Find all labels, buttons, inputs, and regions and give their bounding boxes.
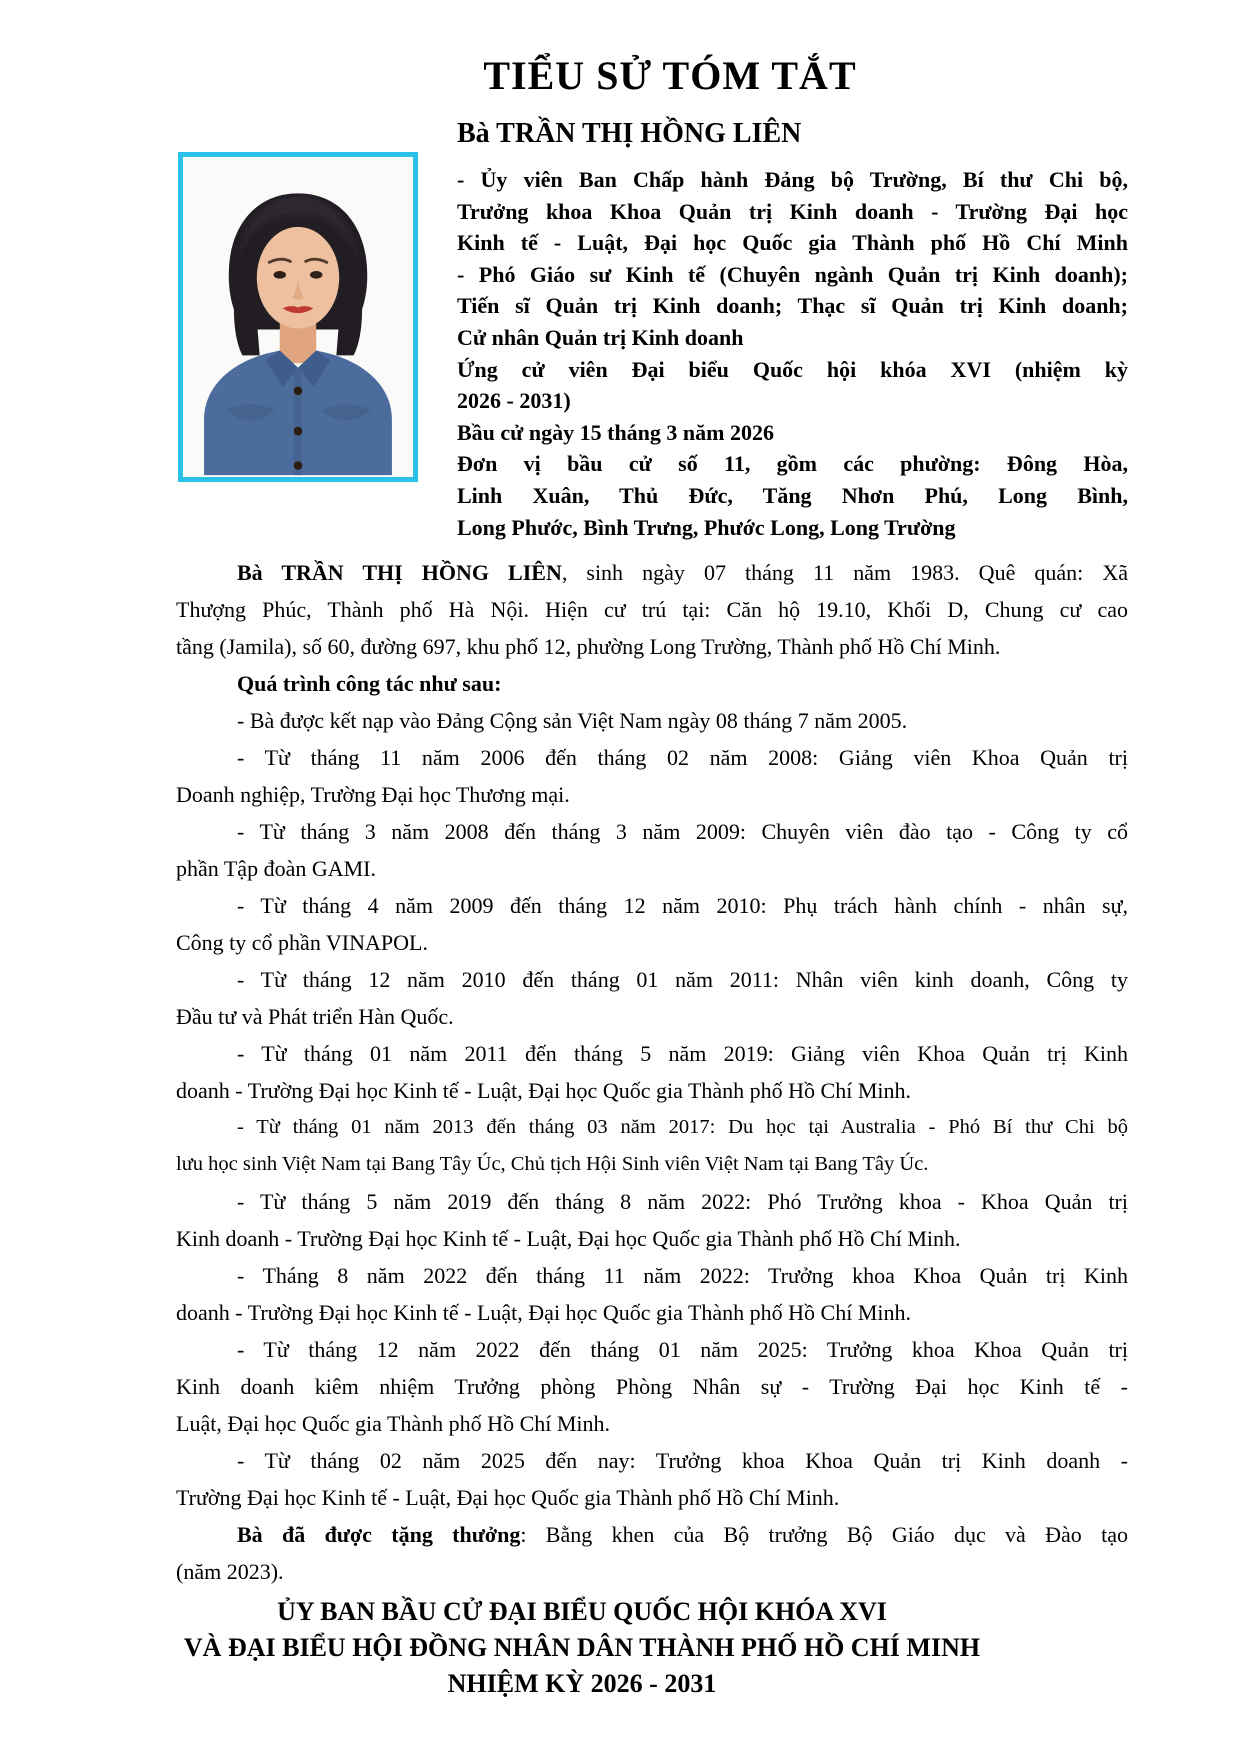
career-line: - Từ tháng 4 năm 2009 đến tháng 12 năm 2010: Phụ trách hành chính - nhân sự, <box>237 893 1128 918</box>
career-line: - Tháng 8 năm 2022 đến tháng 11 năm 2022: Trưởng khoa Khoa Quản trị Kinh <box>237 1263 1128 1288</box>
career-line: - Từ tháng 02 năm 2025 đến nay: Trưởng khoa Khoa Quản trị Kinh doanh - <box>237 1448 1128 1473</box>
career-line: doanh - Trường Đại học Kinh tế - Luật, Đại học Quốc gia Thành phố Hồ Chí Minh. <box>176 1300 912 1325</box>
career-heading: Quá trình công tác như sau: <box>237 671 502 696</box>
profile-line: Ứng cử viên Đại biểu Quốc hội khóa XVI (nhiệm kỳ <box>457 356 1128 382</box>
career-line: - Bà được kết nạp vào Đảng Cộng sản Việt Nam ngày 08 tháng 7 năm 2005. <box>237 708 908 733</box>
bio-intro-line: tầng (Jamila), số 60, đường 697, khu phố 12, phường Long Trường, Thành phố Hồ Chí Minh. <box>176 634 1001 659</box>
person-portrait-icon <box>183 157 413 477</box>
footer-line-2: VÀ ĐẠI BIỂU HỘI ĐỒNG NHÂN DÂN THÀNH PHỐ HỒ CHÍ MINH <box>183 1633 981 1662</box>
candidate-name: Bà TRẦN THỊ HỒNG LIÊN <box>457 118 802 149</box>
bio-intro-line <box>176 554 1128 591</box>
biography-body <box>176 554 1128 1590</box>
career-line: - Từ tháng 01 năm 2011 đến tháng 5 năm 2019: Giảng viên Khoa Quản trị Kinh <box>237 1041 1128 1066</box>
career-line: - Từ tháng 11 năm 2006 đến tháng 02 năm 2008: Giảng viên Khoa Quản trị <box>237 745 1128 770</box>
constituency-line: Linh Xuân, Thủ Đức, Tăng Nhơn Phú, Long Bình, <box>457 482 1128 508</box>
election-date-line: Bầu cử ngày 15 tháng 3 năm 2026 <box>457 419 774 445</box>
profile-line: - Phó Giáo sư Kinh tế (Chuyên ngành Quản trị Kinh doanh); <box>457 261 1128 287</box>
page-title: TIỂU SỬ TÓM TẮT <box>483 53 857 98</box>
career-line: - Từ tháng 5 năm 2019 đến tháng 8 năm 2022: Phó Trưởng khoa - Khoa Quản trị <box>237 1189 1128 1214</box>
profile-line: 2026 - 2031) <box>457 388 571 414</box>
constituency-line: Đơn vị bầu cử số 11, gồm các phường: Đông Hòa, <box>457 451 1128 477</box>
career-line: - Từ tháng 01 năm 2013 đến tháng 03 năm 2017: Du học tại Australia - Phó Bí thư Chi bộ <box>237 1116 1128 1138</box>
profile-line: Cử nhân Quản trị Kinh doanh <box>457 324 744 350</box>
bio-intro-text: , sinh ngày 07 tháng 11 năm 1983. Quê quán: Xã <box>561 560 1128 585</box>
award-line <box>176 1516 1128 1553</box>
career-line: phần Tập đoàn GAMI. <box>176 856 376 881</box>
career-line: lưu học sinh Việt Nam tại Bang Tây Úc, Chủ tịch Hội Sinh viên Việt Nam tại Bang Tây Úc. <box>176 1153 929 1175</box>
award-line: (năm 2023). <box>176 1559 284 1584</box>
award-text: : Bằng khen của Bộ trưởng Bộ Giáo dục và Đào tạo <box>520 1522 1128 1547</box>
career-line: Kinh doanh - Trường Đại học Kinh tế - Luật, Đại học Quốc gia Thành phố Hồ Chí Minh. <box>176 1226 961 1251</box>
constituency-line: Long Phước, Bình Trưng, Phước Long, Long Trường <box>457 514 956 540</box>
career-line: Đầu tư và Phát triển Hàn Quốc. <box>176 1004 454 1029</box>
profile-line: - Ủy viên Ban Chấp hành Đảng bộ Trường, Bí thư Chi bộ, <box>457 167 1128 192</box>
career-line: Công ty cổ phần VINAPOL. <box>176 930 428 955</box>
career-line: doanh - Trường Đại học Kinh tế - Luật, Đại học Quốc gia Thành phố Hồ Chí Minh. <box>176 1078 912 1103</box>
career-line: Kinh doanh kiêm nhiệm Trưởng phòng Phòng Nhân sự - Trường Đại học Kinh tế - <box>176 1374 1128 1399</box>
career-line: Trường Đại học Kinh tế - Luật, Đại học Quốc gia Thành phố Hồ Chí Minh. <box>176 1485 840 1510</box>
footer-line-3: NHIỆM KỲ 2026 - 2031 <box>447 1669 717 1698</box>
footer-line-1: ỦY BAN BẦU CỬ ĐẠI BIỂU QUỐC HỘI KHÓA XVI <box>277 1597 887 1626</box>
candidate-positions-block <box>457 164 1128 543</box>
career-line: - Từ tháng 12 năm 2010 đến tháng 01 năm 2011: Nhân viên kinh doanh, Công ty <box>237 967 1128 992</box>
career-line: - Từ tháng 12 năm 2022 đến tháng 01 năm 2025: Trưởng khoa Khoa Quản trị <box>237 1337 1128 1362</box>
election-committee-footer <box>106 1594 1058 1702</box>
profile-line: Trưởng khoa Khoa Quản trị Kinh doanh - Trường Đại học <box>457 198 1128 224</box>
bio-intro-line: Thượng Phúc, Thành phố Hà Nội. Hiện cư trú tại: Căn hộ 19.10, Khối D, Chung cư cao <box>176 597 1128 622</box>
career-line: - Từ tháng 3 năm 2008 đến tháng 3 năm 2009: Chuyên viên đào tạo - Công ty cổ <box>237 819 1128 844</box>
profile-line: Kinh tế - Luật, Đại học Quốc gia Thành phố Hồ Chí Minh <box>457 230 1128 256</box>
profile-line: Tiến sĩ Quản trị Kinh doanh; Thạc sĩ Quản trị Kinh doanh; <box>457 293 1128 319</box>
career-line: Luật, Đại học Quốc gia Thành phố Hồ Chí Minh. <box>176 1411 611 1436</box>
portrait-photo <box>178 152 418 482</box>
award-lead: Bà đã được tặng thưởng <box>237 1522 521 1547</box>
career-line: Doanh nghiệp, Trường Đại học Thương mại. <box>176 782 570 807</box>
candidate-name-inline: Bà TRẦN THỊ HỒNG LIÊN <box>237 560 562 585</box>
